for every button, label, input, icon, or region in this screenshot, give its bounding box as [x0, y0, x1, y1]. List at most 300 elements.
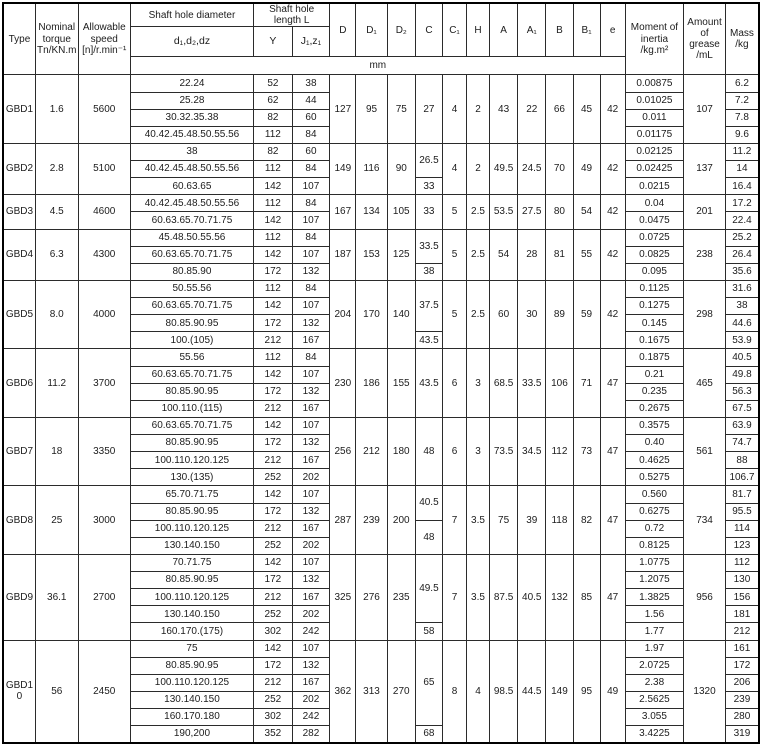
cell-D: 187 [330, 229, 356, 280]
cell-C: 33 [415, 178, 442, 195]
cell-moment-of-inertia: 0.00875 [625, 75, 683, 92]
cell-C1: 5 [443, 229, 467, 280]
cell-length-J1-z1: 107 [292, 178, 330, 195]
cell-shaft-hole-diameter: 160.170.(175) [130, 623, 253, 640]
cell-nominal-torque: 6.3 [35, 229, 78, 280]
cell-type: GBD9 [3, 554, 35, 640]
table-row [3, 640, 759, 657]
cell-D1: 153 [356, 229, 387, 280]
cell-D2: 125 [387, 229, 415, 280]
cell-length-Y: 142 [254, 366, 293, 383]
cell-mass: 49.8 [725, 366, 759, 383]
cell-D1: 95 [356, 75, 387, 144]
cell-C1: 7 [443, 554, 467, 640]
cell-amount-of-grease: 561 [684, 417, 726, 486]
cell-A: 43 [489, 75, 517, 144]
cell-e: 47 [600, 486, 625, 555]
cell-moment-of-inertia: 0.01025 [625, 92, 683, 109]
cell-length-Y: 302 [254, 623, 293, 640]
cell-C: 37.5 [415, 280, 442, 331]
cell-nominal-torque: 11.2 [35, 349, 78, 418]
cell-D: 167 [330, 195, 356, 229]
cell-length-Y: 142 [254, 246, 293, 263]
cell-A: 53.5 [489, 195, 517, 229]
cell-moment-of-inertia: 0.145 [625, 315, 683, 332]
cell-length-J1-z1: 60 [292, 109, 330, 126]
cell-moment-of-inertia: 1.77 [625, 623, 683, 640]
cell-length-Y: 172 [254, 572, 293, 589]
cell-mass: 26.4 [725, 246, 759, 263]
cell-shaft-hole-diameter: 100.(105) [130, 332, 253, 349]
cell-length-J1-z1: 202 [292, 606, 330, 623]
cell-moment-of-inertia: 0.04 [625, 195, 683, 212]
cell-A: 87.5 [489, 554, 517, 640]
cell-length-Y: 82 [254, 109, 293, 126]
table-row [3, 143, 759, 160]
cell-D: 127 [330, 75, 356, 144]
cell-A: 75 [489, 486, 517, 555]
cell-H: 4 [467, 640, 490, 743]
cell-B1: 73 [573, 417, 600, 486]
cell-A1: 33.5 [518, 349, 546, 418]
cell-moment-of-inertia: 0.5275 [625, 469, 683, 486]
table-row [3, 349, 759, 366]
cell-mass: 181 [725, 606, 759, 623]
cell-mass: 67.5 [725, 400, 759, 417]
cell-D: 204 [330, 280, 356, 349]
cell-mass: 40.5 [725, 349, 759, 366]
cell-mass: 95.5 [725, 503, 759, 520]
cell-length-J1-z1: 107 [292, 640, 330, 657]
cell-length-J1-z1: 202 [292, 537, 330, 554]
cell-moment-of-inertia: 0.21 [625, 366, 683, 383]
col-header-nominal-torque: Nominal torque Tn/KN.m [35, 3, 78, 75]
cell-B: 89 [546, 280, 573, 349]
cell-mass: 239 [725, 691, 759, 708]
col-header-A: A [489, 3, 517, 57]
cell-shaft-hole-diameter: 75 [130, 640, 253, 657]
cell-A: 49.5 [489, 143, 517, 194]
cell-A1: 44.5 [518, 640, 546, 743]
cell-shaft-hole-diameter: 130.140.150 [130, 691, 253, 708]
cell-shaft-hole-diameter: 80.85.90.95 [130, 435, 253, 452]
cell-shaft-hole-diameter: 130.140.150 [130, 606, 253, 623]
cell-B: 118 [546, 486, 573, 555]
cell-C: 38 [415, 263, 442, 280]
cell-allowable-speed: 3350 [78, 417, 130, 486]
table-body [3, 75, 759, 743]
cell-C: 40.5 [415, 486, 442, 520]
cell-nominal-torque: 1.6 [35, 75, 78, 144]
cell-moment-of-inertia: 0.1875 [625, 349, 683, 366]
cell-e: 42 [600, 229, 625, 280]
cell-mass: 280 [725, 709, 759, 726]
cell-D2: 75 [387, 75, 415, 144]
cell-length-J1-z1: 167 [292, 452, 330, 469]
col-header-mass: Mass /kg [725, 3, 759, 75]
cell-shaft-hole-diameter: 100.110.120.125 [130, 520, 253, 537]
cell-D: 149 [330, 143, 356, 194]
cell-H: 3.5 [467, 486, 490, 555]
cell-moment-of-inertia: 0.8125 [625, 537, 683, 554]
cell-amount-of-grease: 465 [684, 349, 726, 418]
cell-mass: 53.9 [725, 332, 759, 349]
cell-mass: 56.3 [725, 383, 759, 400]
cell-C: 48 [415, 417, 442, 486]
cell-mass: 6.2 [725, 75, 759, 92]
cell-shaft-hole-diameter: 190,200 [130, 726, 253, 743]
cell-nominal-torque: 25 [35, 486, 78, 555]
cell-length-J1-z1: 202 [292, 469, 330, 486]
cell-C1: 6 [443, 349, 467, 418]
cell-H: 3 [467, 349, 490, 418]
cell-allowable-speed: 3000 [78, 486, 130, 555]
cell-amount-of-grease: 298 [684, 280, 726, 349]
cell-D1: 134 [356, 195, 387, 229]
cell-shaft-hole-diameter: 80.85.90.95 [130, 315, 253, 332]
cell-mass: 130 [725, 572, 759, 589]
col-header-shaft-hole-diameter: Shaft hole diameter [130, 3, 253, 27]
cell-length-Y: 142 [254, 640, 293, 657]
cell-length-J1-z1: 107 [292, 366, 330, 383]
col-header-D2: D₂ [387, 3, 415, 57]
cell-D1: 186 [356, 349, 387, 418]
cell-length-Y: 142 [254, 178, 293, 195]
cell-allowable-speed: 2450 [78, 640, 130, 743]
cell-length-J1-z1: 60 [292, 143, 330, 160]
cell-allowable-speed: 3700 [78, 349, 130, 418]
cell-shaft-hole-diameter: 80.85.90 [130, 263, 253, 280]
cell-mass: 114 [725, 520, 759, 537]
cell-mass: 123 [725, 537, 759, 554]
cell-B1: 54 [573, 195, 600, 229]
col-header-shaft-hole-length: Shaft hole length L [254, 3, 330, 27]
cell-moment-of-inertia: 0.01175 [625, 126, 683, 143]
cell-shaft-hole-diameter: 50.55.56 [130, 280, 253, 297]
cell-mass: 206 [725, 674, 759, 691]
cell-C: 49.5 [415, 554, 442, 623]
cell-length-Y: 172 [254, 263, 293, 280]
cell-moment-of-inertia: 0.1275 [625, 298, 683, 315]
cell-length-J1-z1: 84 [292, 229, 330, 246]
cell-mass: 74.7 [725, 435, 759, 452]
cell-nominal-torque: 36.1 [35, 554, 78, 640]
cell-C: 27 [415, 75, 442, 144]
cell-shaft-hole-diameter: 30.32.35.38 [130, 109, 253, 126]
cell-mass: 9.6 [725, 126, 759, 143]
cell-e: 47 [600, 554, 625, 640]
cell-mass: 17.2 [725, 195, 759, 212]
col-header-moment-of-inertia: Moment of inertia /kg.m² [625, 3, 683, 75]
cell-B1: 82 [573, 486, 600, 555]
cell-moment-of-inertia: 0.095 [625, 263, 683, 280]
cell-mass: 212 [725, 623, 759, 640]
cell-length-J1-z1: 132 [292, 435, 330, 452]
cell-shaft-hole-diameter: 22.24 [130, 75, 253, 92]
cell-moment-of-inertia: 0.6275 [625, 503, 683, 520]
cell-length-J1-z1: 167 [292, 520, 330, 537]
cell-length-J1-z1: 132 [292, 503, 330, 520]
cell-moment-of-inertia: 2.0725 [625, 657, 683, 674]
cell-mass: 44.6 [725, 315, 759, 332]
cell-mass: 22.4 [725, 212, 759, 229]
cell-moment-of-inertia: 1.0775 [625, 554, 683, 571]
cell-D: 287 [330, 486, 356, 555]
cell-length-J1-z1: 242 [292, 709, 330, 726]
cell-B: 132 [546, 554, 573, 640]
cell-length-J1-z1: 107 [292, 417, 330, 434]
cell-B1: 59 [573, 280, 600, 349]
cell-nominal-torque: 8.0 [35, 280, 78, 349]
cell-B1: 49 [573, 143, 600, 194]
table-row [3, 554, 759, 571]
cell-type: GBD6 [3, 349, 35, 418]
cell-A1: 27.5 [518, 195, 546, 229]
cell-moment-of-inertia: 0.72 [625, 520, 683, 537]
cell-moment-of-inertia: 1.56 [625, 606, 683, 623]
cell-mass: 161 [725, 640, 759, 657]
cell-length-Y: 142 [254, 212, 293, 229]
cell-D2: 180 [387, 417, 415, 486]
cell-shaft-hole-diameter: 25.28 [130, 92, 253, 109]
cell-length-J1-z1: 107 [292, 486, 330, 503]
cell-A1: 28 [518, 229, 546, 280]
cell-shaft-hole-diameter: 60.63.65.70.71.75 [130, 417, 253, 434]
cell-C: 26.5 [415, 143, 442, 177]
cell-mass: 14 [725, 161, 759, 178]
cell-type: GBD8 [3, 486, 35, 555]
cell-mass: 88 [725, 452, 759, 469]
cell-moment-of-inertia: 0.40 [625, 435, 683, 452]
cell-C1: 5 [443, 280, 467, 349]
cell-amount-of-grease: 137 [684, 143, 726, 194]
cell-length-Y: 52 [254, 75, 293, 92]
cell-length-Y: 212 [254, 589, 293, 606]
cell-shaft-hole-diameter: 45.48.50.55.56 [130, 229, 253, 246]
cell-D2: 140 [387, 280, 415, 349]
col-header-B: B [546, 3, 573, 57]
cell-mass: 38 [725, 298, 759, 315]
cell-length-J1-z1: 84 [292, 161, 330, 178]
cell-mass: 31.6 [725, 280, 759, 297]
cell-shaft-hole-diameter: 100.110.120.125 [130, 589, 253, 606]
cell-H: 2 [467, 75, 490, 144]
cell-C1: 4 [443, 75, 467, 144]
cell-C1: 4 [443, 143, 467, 194]
cell-allowable-speed: 4000 [78, 280, 130, 349]
cell-moment-of-inertia: 0.0475 [625, 212, 683, 229]
cell-mass: 11.2 [725, 143, 759, 160]
col-header-type: Type [3, 3, 35, 75]
cell-A1: 24.5 [518, 143, 546, 194]
col-header-C1: C₁ [443, 3, 467, 57]
cell-D1: 170 [356, 280, 387, 349]
cell-B1: 55 [573, 229, 600, 280]
cell-e: 42 [600, 280, 625, 349]
cell-shaft-hole-diameter: 160.170.180 [130, 709, 253, 726]
cell-mass: 106.7 [725, 469, 759, 486]
cell-shaft-hole-diameter: 55.56 [130, 349, 253, 366]
cell-moment-of-inertia: 0.02125 [625, 143, 683, 160]
cell-length-J1-z1: 282 [292, 726, 330, 743]
cell-allowable-speed: 4300 [78, 229, 130, 280]
cell-B: 149 [546, 640, 573, 743]
cell-length-J1-z1: 167 [292, 674, 330, 691]
cell-B: 80 [546, 195, 573, 229]
cell-length-J1-z1: 107 [292, 246, 330, 263]
cell-moment-of-inertia: 0.3575 [625, 417, 683, 434]
cell-e: 49 [600, 640, 625, 743]
cell-e: 47 [600, 417, 625, 486]
cell-length-J1-z1: 132 [292, 263, 330, 280]
cell-length-Y: 112 [254, 229, 293, 246]
cell-mass: 156 [725, 589, 759, 606]
cell-nominal-torque: 18 [35, 417, 78, 486]
cell-length-J1-z1: 38 [292, 75, 330, 92]
cell-mass: 25.2 [725, 229, 759, 246]
cell-moment-of-inertia: 0.0725 [625, 229, 683, 246]
cell-A1: 34.5 [518, 417, 546, 486]
cell-length-Y: 112 [254, 195, 293, 212]
cell-length-J1-z1: 132 [292, 572, 330, 589]
col-header-C: C [415, 3, 442, 57]
cell-allowable-speed: 5600 [78, 75, 130, 144]
cell-length-J1-z1: 132 [292, 315, 330, 332]
cell-C: 33 [415, 195, 442, 229]
cell-length-Y: 112 [254, 349, 293, 366]
cell-B1: 85 [573, 554, 600, 640]
cell-D2: 105 [387, 195, 415, 229]
cell-moment-of-inertia: 0.235 [625, 383, 683, 400]
cell-D1: 116 [356, 143, 387, 194]
cell-length-Y: 352 [254, 726, 293, 743]
cell-shaft-hole-diameter: 70.71.75 [130, 554, 253, 571]
cell-length-Y: 112 [254, 161, 293, 178]
cell-length-Y: 252 [254, 606, 293, 623]
cell-length-Y: 62 [254, 92, 293, 109]
cell-length-Y: 252 [254, 691, 293, 708]
col-header-J1-z1: J₁,z₁ [292, 27, 330, 57]
cell-type: GBD4 [3, 229, 35, 280]
cell-e: 42 [600, 195, 625, 229]
cell-A: 68.5 [489, 349, 517, 418]
cell-moment-of-inertia: 0.2675 [625, 400, 683, 417]
cell-shaft-hole-diameter: 60.63.65.70.71.75 [130, 246, 253, 263]
cell-mass: 81.7 [725, 486, 759, 503]
cell-mass: 112 [725, 554, 759, 571]
cell-D2: 200 [387, 486, 415, 555]
col-header-e: e [600, 3, 625, 57]
cell-nominal-torque: 2.8 [35, 143, 78, 194]
cell-length-Y: 172 [254, 435, 293, 452]
cell-allowable-speed: 5100 [78, 143, 130, 194]
cell-C1: 5 [443, 195, 467, 229]
cell-mass: 16.4 [725, 178, 759, 195]
cell-allowable-speed: 4600 [78, 195, 130, 229]
cell-B1: 95 [573, 640, 600, 743]
cell-shaft-hole-diameter: 40.42.45.48.50.55.56 [130, 195, 253, 212]
cell-moment-of-inertia: 0.1675 [625, 332, 683, 349]
cell-mass: 35.6 [725, 263, 759, 280]
cell-mass: 63.9 [725, 417, 759, 434]
col-header-D1: D₁ [356, 3, 387, 57]
cell-H: 2 [467, 143, 490, 194]
cell-type: GBD7 [3, 417, 35, 486]
cell-length-J1-z1: 242 [292, 623, 330, 640]
col-header-Y: Y [254, 27, 293, 57]
cell-mass: 319 [725, 726, 759, 743]
cell-shaft-hole-diameter: 80.85.90.95 [130, 383, 253, 400]
cell-H: 3.5 [467, 554, 490, 640]
cell-shaft-hole-diameter: 60.63.65 [130, 178, 253, 195]
cell-B: 81 [546, 229, 573, 280]
cell-length-Y: 172 [254, 315, 293, 332]
cell-length-Y: 212 [254, 674, 293, 691]
cell-e: 42 [600, 75, 625, 144]
cell-H: 3 [467, 417, 490, 486]
coupling-spec-table [2, 2, 760, 744]
cell-shaft-hole-diameter: 130.140.150 [130, 537, 253, 554]
cell-B1: 45 [573, 75, 600, 144]
cell-shaft-hole-diameter: 60.63.65.70.71.75 [130, 298, 253, 315]
cell-C: 43.5 [415, 332, 442, 349]
cell-shaft-hole-diameter: 60.63.65.70.71.75 [130, 366, 253, 383]
cell-A: 54 [489, 229, 517, 280]
cell-length-Y: 212 [254, 332, 293, 349]
cell-moment-of-inertia: 1.3825 [625, 589, 683, 606]
cell-D2: 155 [387, 349, 415, 418]
cell-nominal-torque: 56 [35, 640, 78, 743]
cell-B: 106 [546, 349, 573, 418]
cell-D: 256 [330, 417, 356, 486]
cell-length-Y: 252 [254, 469, 293, 486]
cell-mass: 7.8 [725, 109, 759, 126]
cell-length-J1-z1: 84 [292, 349, 330, 366]
cell-nominal-torque: 4.5 [35, 195, 78, 229]
cell-A1: 40.5 [518, 554, 546, 640]
cell-length-Y: 172 [254, 657, 293, 674]
cell-type: GBD3 [3, 195, 35, 229]
cell-shaft-hole-diameter: 100.110.120.125 [130, 674, 253, 691]
cell-B: 66 [546, 75, 573, 144]
col-header-A1: A₁ [518, 3, 546, 57]
cell-length-Y: 142 [254, 298, 293, 315]
cell-length-J1-z1: 84 [292, 195, 330, 212]
table-row [3, 75, 759, 92]
cell-C: 33.5 [415, 229, 442, 263]
cell-moment-of-inertia: 1.97 [625, 640, 683, 657]
table-row [3, 417, 759, 434]
cell-moment-of-inertia: 0.0825 [625, 246, 683, 263]
cell-shaft-hole-diameter: 80.85.90.95 [130, 657, 253, 674]
table-row [3, 280, 759, 297]
cell-type: GBD1 [3, 75, 35, 144]
cell-length-Y: 142 [254, 417, 293, 434]
cell-moment-of-inertia: 0.1125 [625, 280, 683, 297]
cell-C1: 8 [443, 640, 467, 743]
cell-length-J1-z1: 107 [292, 554, 330, 571]
cell-H: 2.5 [467, 195, 490, 229]
cell-B: 70 [546, 143, 573, 194]
cell-D1: 212 [356, 417, 387, 486]
cell-moment-of-inertia: 2.38 [625, 674, 683, 691]
col-header-B1: B₁ [573, 3, 600, 57]
cell-shaft-hole-diameter: 38 [130, 143, 253, 160]
table-row [3, 486, 759, 503]
cell-D1: 239 [356, 486, 387, 555]
cell-shaft-hole-diameter: 100.110.(115) [130, 400, 253, 417]
cell-shaft-hole-diameter: 100.110.120.125 [130, 452, 253, 469]
